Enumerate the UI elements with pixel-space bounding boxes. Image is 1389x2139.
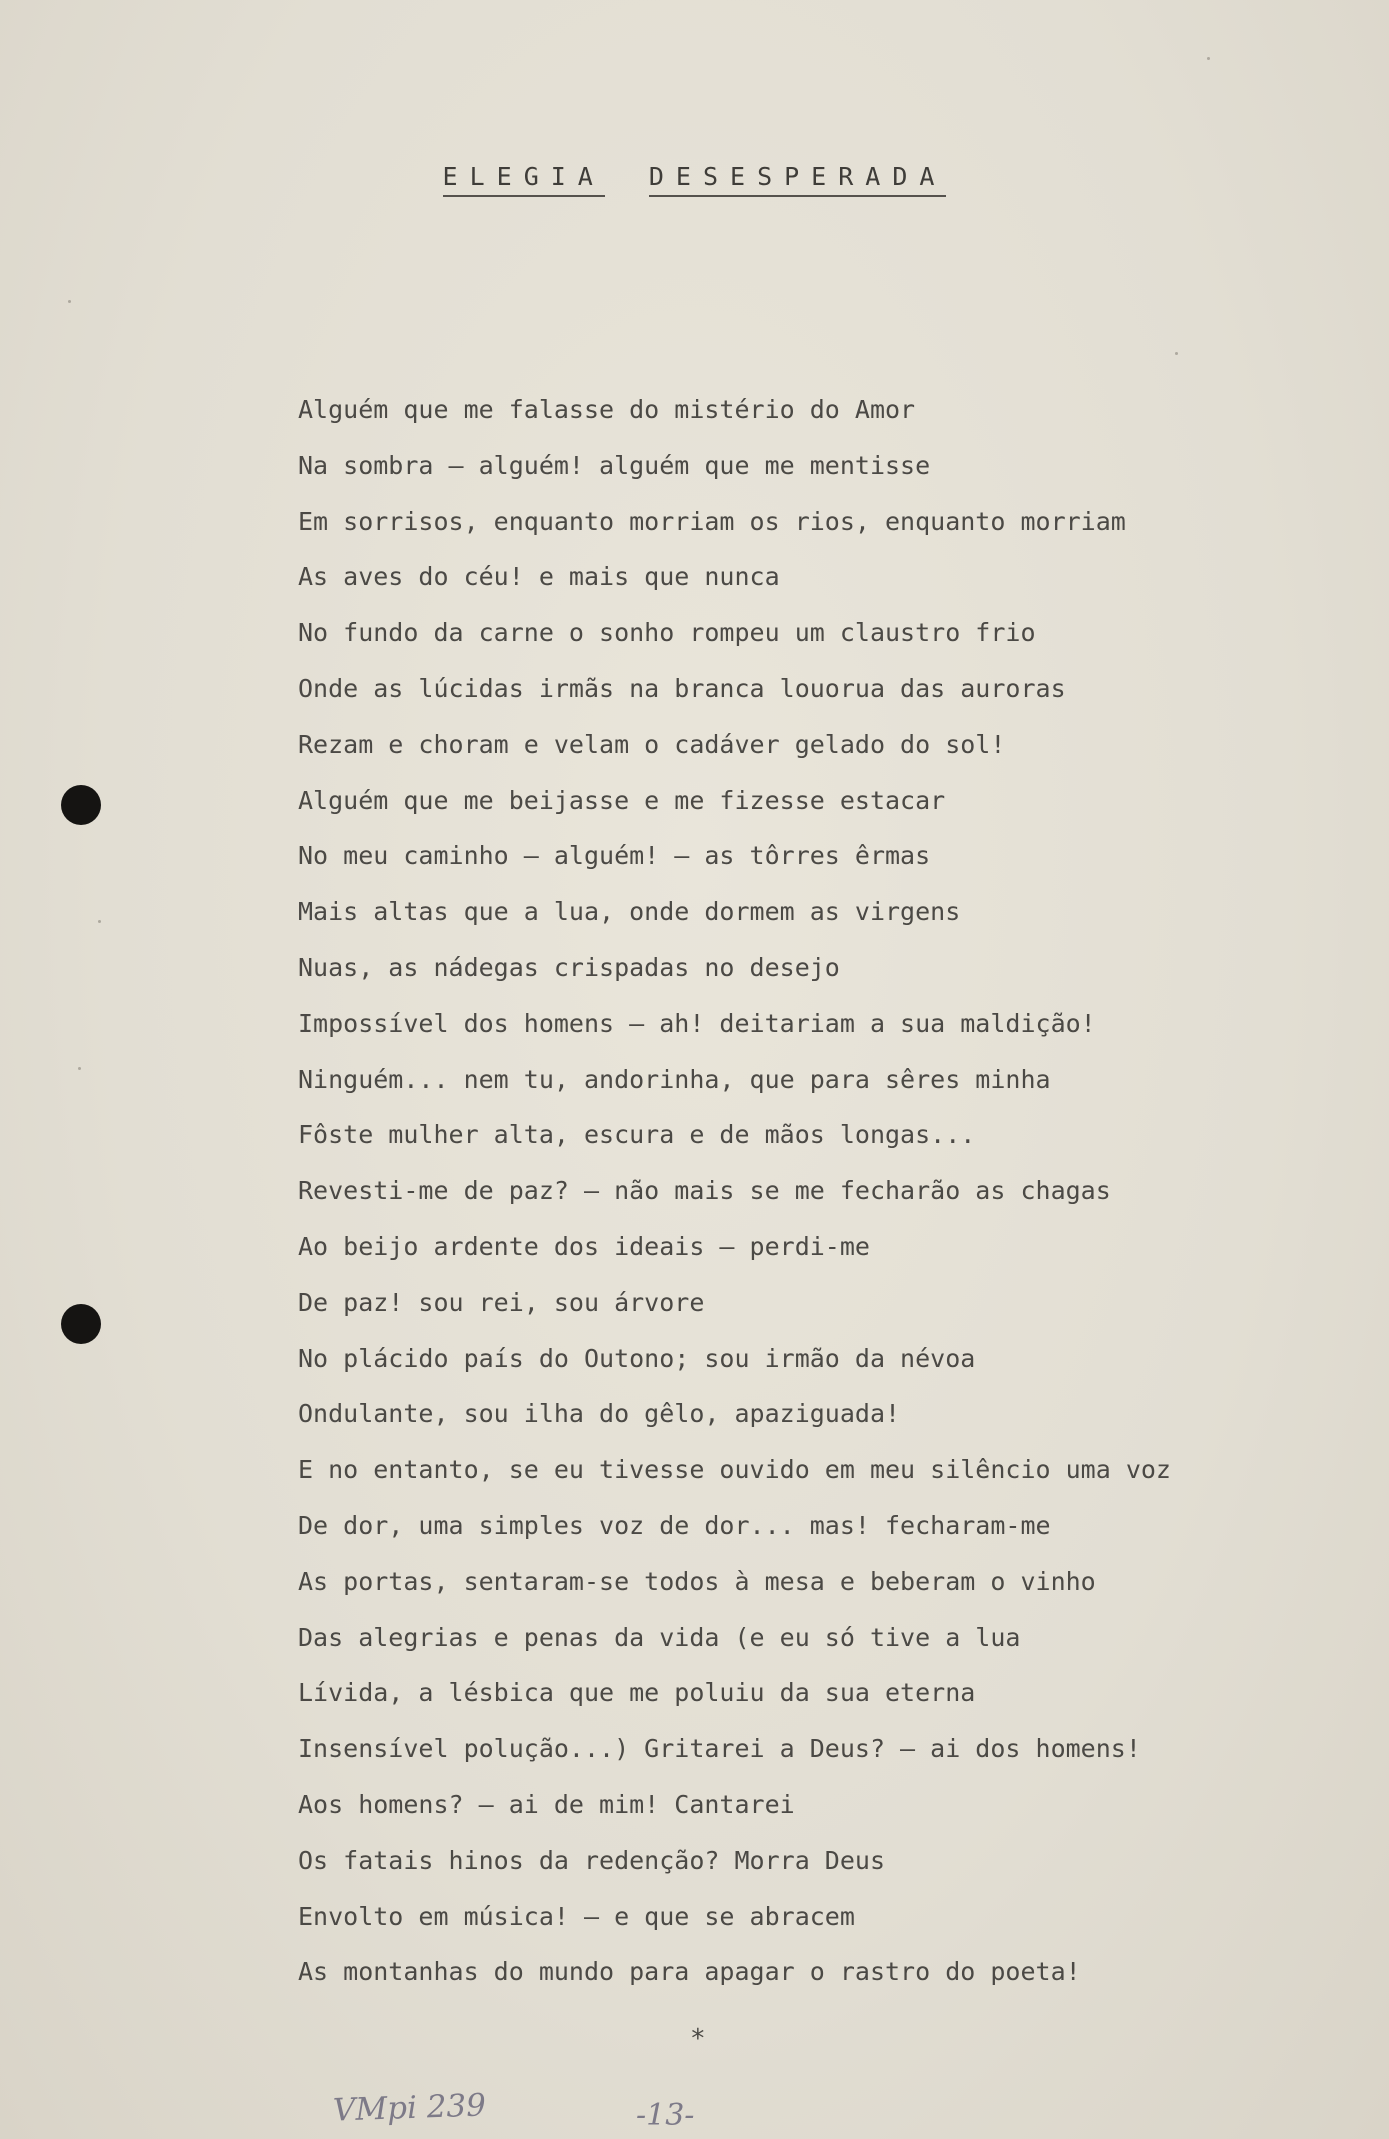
- poem-body: [298, 382, 1338, 2000]
- poem-title: [0, 162, 1389, 197]
- poem-line: Envolto em música! — e que se abracem: [298, 1901, 855, 1931]
- poem-line: De dor, uma simples voz de dor... mas! fecharam-me: [298, 1510, 1051, 1540]
- paper-speck: [68, 300, 71, 303]
- handwritten-archive-reference: VMpi 239: [332, 2087, 487, 2129]
- title-word-2: DESESPERADA: [649, 162, 947, 197]
- poem-line: Na sombra — alguém! alguém que me mentisse: [298, 450, 931, 480]
- poem-line: Em sorrisos, enquanto morriam os rios, enquanto morriam: [298, 506, 1126, 536]
- poem-line: As montanhas do mundo para apagar o rastro do poeta!: [298, 1957, 1081, 1987]
- poem-line: Ao beijo ardente dos ideais — perdi-me: [298, 1231, 870, 1261]
- poem-line: Insensível polução...) Gritarei a Deus? — ai dos homens!: [298, 1734, 1141, 1764]
- poem-line: Das alegrias e penas da vida (e eu só tive a lua: [298, 1622, 1021, 1652]
- poem-line: Ondulante, sou ilha do gêlo, apaziguada!: [298, 1399, 901, 1429]
- poem-line: Nuas, as nádegas crispadas no desejo: [298, 952, 840, 982]
- title-word-1: ELEGIA: [443, 162, 605, 197]
- binder-hole-bottom: [61, 1304, 101, 1344]
- poem-line: Alguém que me beijasse e me fizesse estacar: [298, 785, 946, 815]
- paper-speck: [78, 1067, 81, 1070]
- paper-speck: [98, 920, 101, 923]
- binder-hole-top: [61, 785, 101, 825]
- poem-line: Rezam e choram e velam o cadáver gelado do sol!: [298, 729, 1006, 759]
- paper-speck: [1175, 352, 1178, 355]
- poem-line: As aves do céu! e mais que nunca: [298, 562, 780, 592]
- poem-line: Ninguém... nem tu, andorinha, que para sêres minha: [298, 1064, 1051, 1094]
- poem-line: Impossível dos homens — ah! deitariam a sua maldição!: [298, 1008, 1096, 1038]
- poem-line: Revesti-me de paz? — não mais se me fecharão as chagas: [298, 1176, 1111, 1206]
- poem-line: Onde as lúcidas irmãs na branca louorua das auroras: [298, 673, 1066, 703]
- poem-line: As portas, sentaram-se todos à mesa e beberam o vinho: [298, 1566, 1096, 1596]
- poem-line: Os fatais hinos da redenção? Morra Deus: [298, 1845, 885, 1875]
- poem-line: Mais altas que a lua, onde dormem as virgens: [298, 897, 961, 927]
- poem-line: No fundo da carne o sonho rompeu um claustro frio: [298, 618, 1036, 648]
- handwritten-page-number: -13-: [636, 2098, 695, 2133]
- poem-line: Aos homens? — ai de mim! Cantarei: [298, 1789, 795, 1819]
- poem-line: Alguém que me falasse do mistério do Amor: [298, 395, 916, 424]
- poem-line: Fôste mulher alta, escura e de mãos longas...: [298, 1120, 976, 1150]
- paper-speck: [1207, 57, 1210, 60]
- poem-line: De paz! sou rei, sou árvore: [298, 1287, 705, 1317]
- poem-line: No meu caminho — alguém! — as tôrres êrmas: [298, 841, 931, 871]
- poem-line: E no entanto, se eu tivesse ouvido em meu silêncio uma voz: [298, 1455, 1171, 1485]
- poem-line: No plácido país do Outono; sou irmão da névoa: [298, 1343, 976, 1373]
- section-separator: *: [690, 2024, 706, 2054]
- poem-line: Lívida, a lésbica que me poluiu da sua eterna: [298, 1678, 976, 1708]
